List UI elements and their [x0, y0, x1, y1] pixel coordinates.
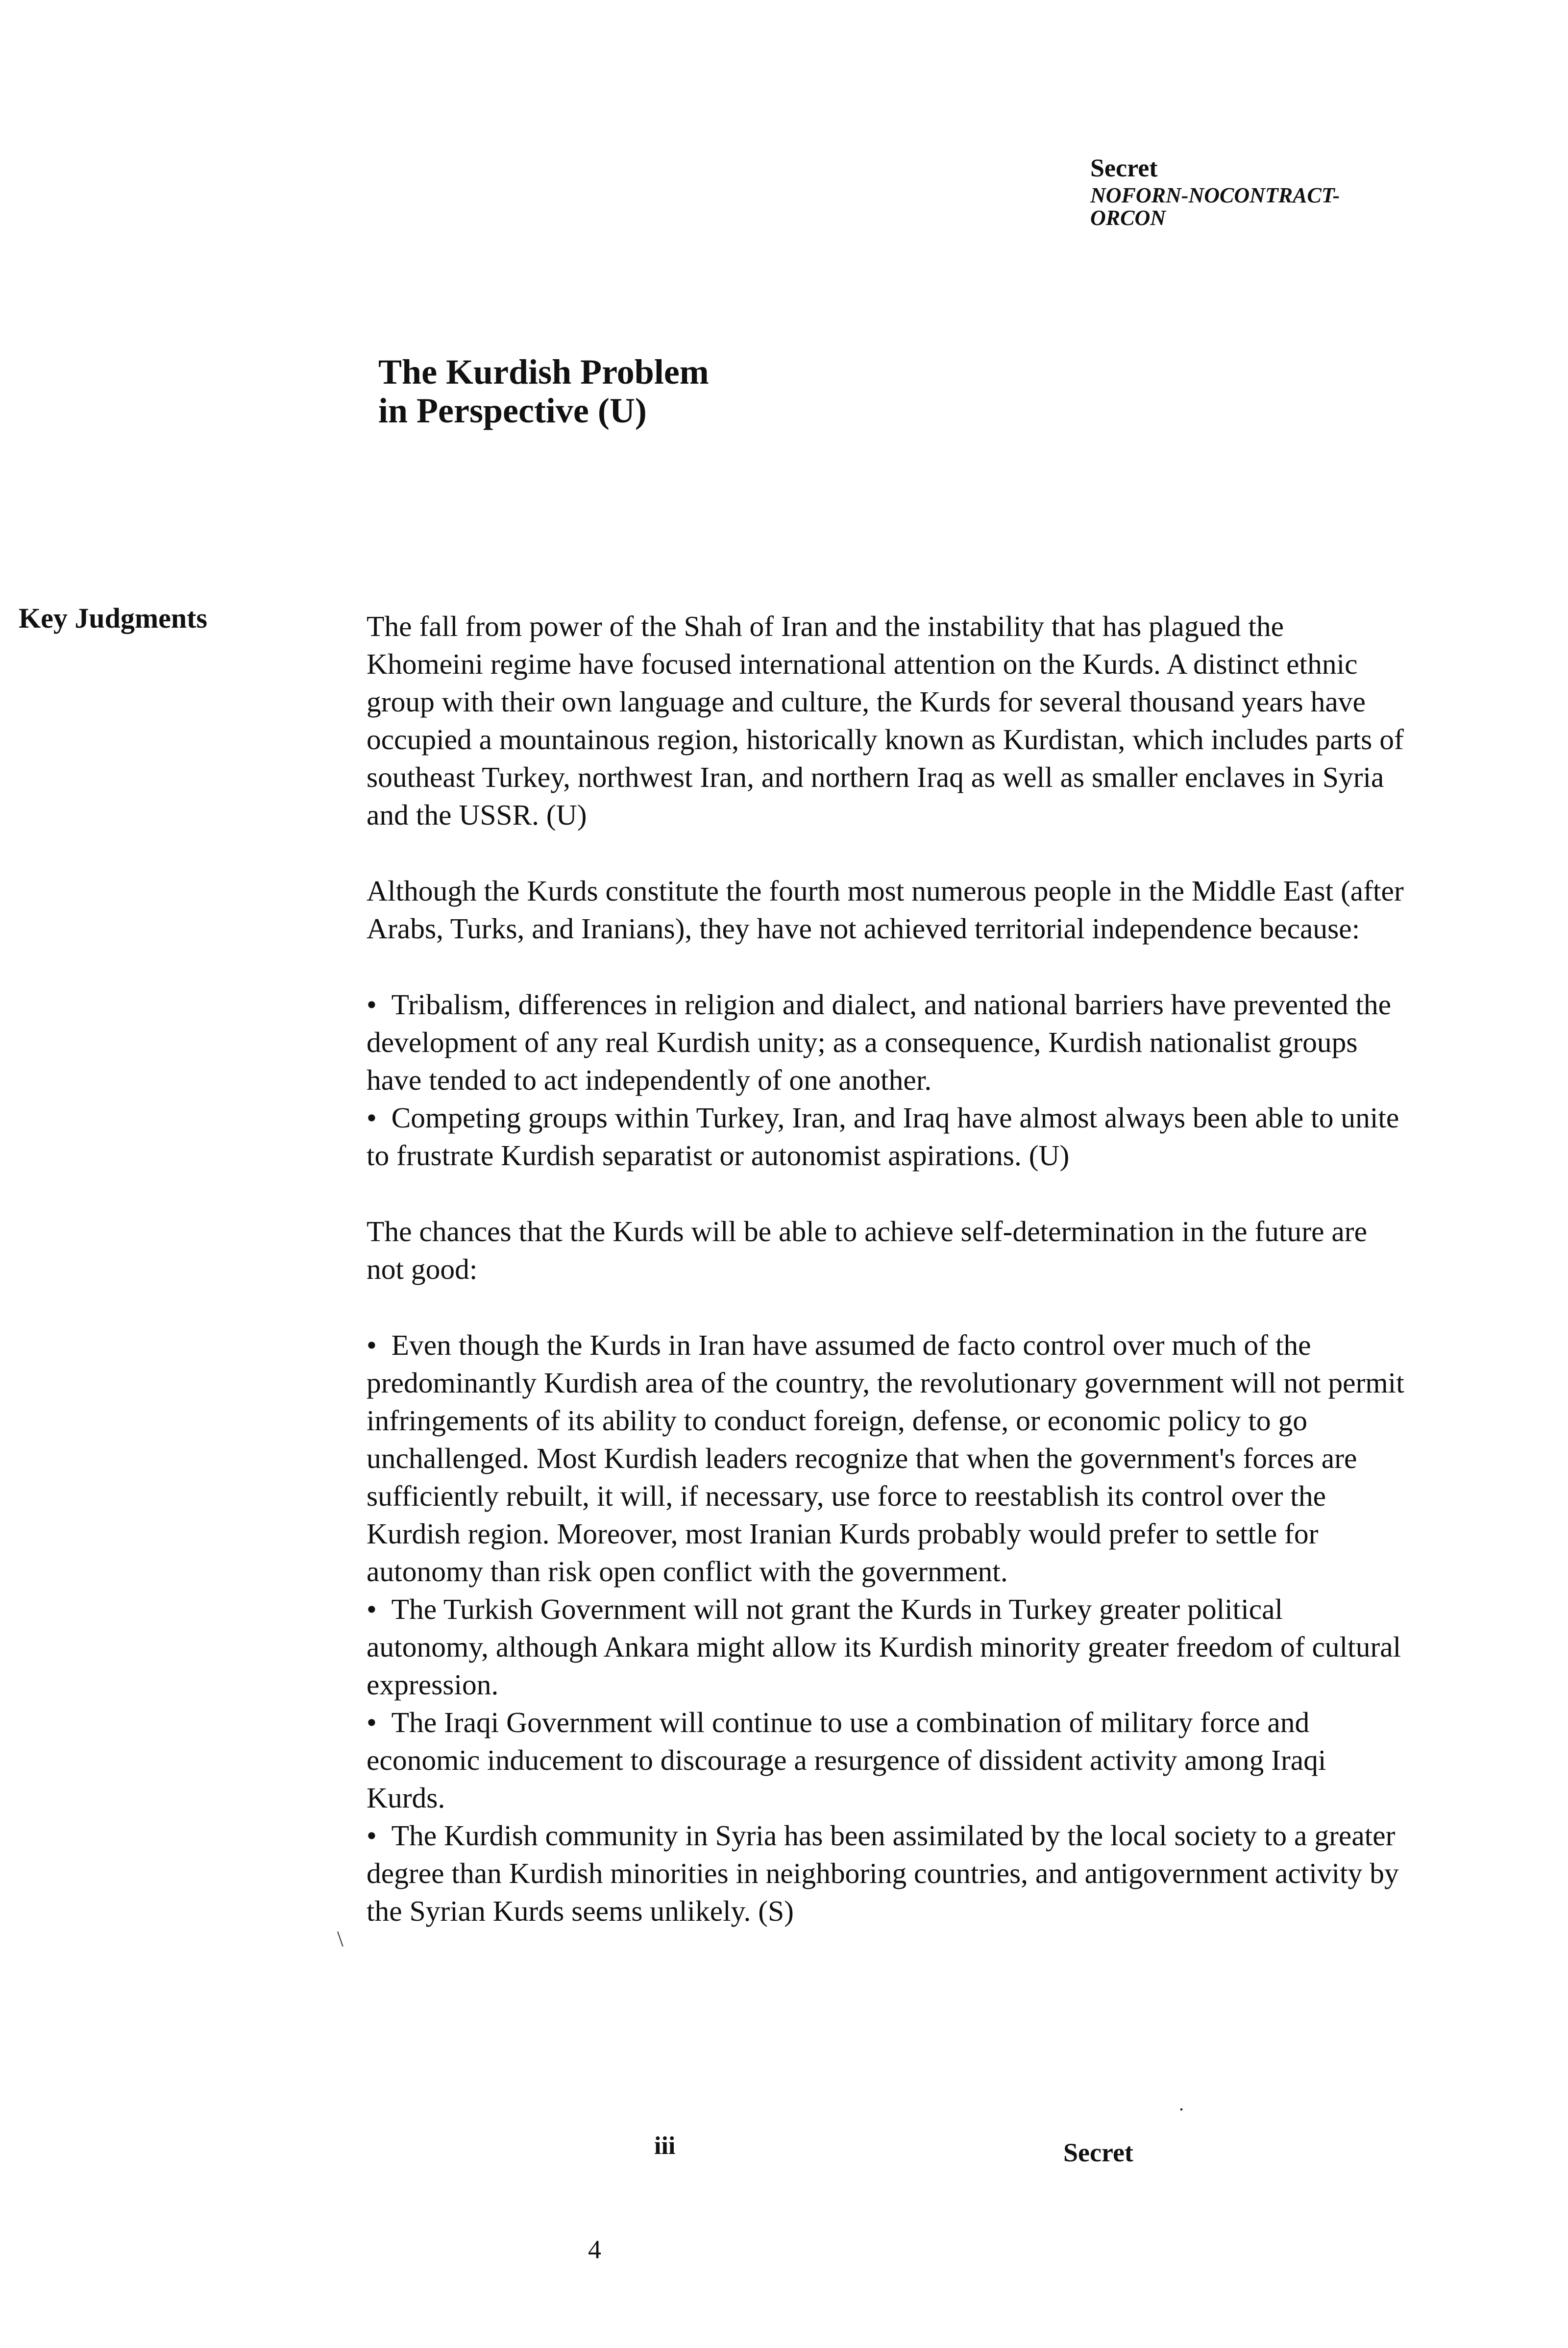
- paragraph-3: The chances that the Kurds will be able to achieve self-determination in the future are not good:: [367, 1215, 1368, 1285]
- bullet-item: • Tribalism, differences in religion and dialect, and national barriers have prevented the development of any real Kurdish unity; as a consequence, Kurdish nationalist groups have tended to act independently of one another.: [367, 986, 1405, 1099]
- margin-tick-mark: \: [337, 1926, 343, 1951]
- bullet-item: • Even though the Kurds in Iran have assumed de facto control over much of the predominantly Kurdish area of the country, the revolutionary government will not permit infringements of its ability to conduct foreign, defense, or economic policy to go unchallenged. Most Kurdish leaders recognize that when the government's forces are sufficiently rebuilt, it will, if necessary, use force to reestablish its control over the Kurdish region. Moreover, most Iranian Kurds probably would prefer to settle for autonomy than risk open conflict with the government.: [367, 1326, 1405, 1590]
- bullet-item: • The Kurdish community in Syria has been assimilated by the local society to a greater degree than Kurdish minorities in neighboring countries, and antigovernment activity by the Syrian Kurds seems unlikely. (S): [367, 1817, 1405, 1930]
- key-judgments-label: Key Judgments: [19, 602, 208, 634]
- dissemination-caveats: NOFORN-NOCONTRACT- ORCON: [1090, 183, 1340, 230]
- title-line-2: in Perspective (U): [378, 391, 647, 431]
- bullet-item: • The Iraqi Government will continue to use a combination of military force and economic inducement to discourage a resurgence of dissident activity among Iraqi Kurds.: [367, 1704, 1405, 1817]
- footer-classification: Secret: [1063, 2138, 1133, 2167]
- bullet-list-2: [367, 1326, 1405, 1930]
- page-number: 4: [588, 2235, 601, 2264]
- classification-label: Secret: [1090, 154, 1158, 182]
- bullet-item: • Competing groups within Turkey, Iran, and Iraq have almost always been able to unite to frustrate Kurdish separatist or autonomist aspirations. (U): [367, 1099, 1405, 1174]
- paragraph-2: Although the Kurds constitute the fourth most numerous people in the Middle East (after Arabs, Turks, and Iranians), they have not achieved territorial independence because:: [367, 875, 1404, 945]
- bullet-item: • The Turkish Government will not grant the Kurds in Turkey greater political autonomy, although Ankara might allow its Kurdish minority greater freedom of cultural expression.: [367, 1590, 1405, 1704]
- bullet-list-1: [367, 986, 1405, 1174]
- title-line-1: The Kurdish Problem: [378, 352, 709, 391]
- body-text: [367, 608, 1405, 1968]
- classification-header: [1090, 156, 1482, 229]
- document-title: [378, 353, 1015, 430]
- page-roman-numeral: iii: [654, 2132, 676, 2160]
- stray-mark: .: [1179, 2093, 1184, 2115]
- paragraph-1: The fall from power of the Shah of Iran and the instability that has plagued the Khomeini regime have focused international attention on the Kurds. A distinct ethnic group with their own language and culture, the Kurds for several thousand years have occupied a mountainous region, historically known as Kurdistan, which includes parts of southeast Turkey, northwest Iran, and northern Iraq as well as smaller enclaves in Syria and the USSR. (U): [367, 610, 1404, 831]
